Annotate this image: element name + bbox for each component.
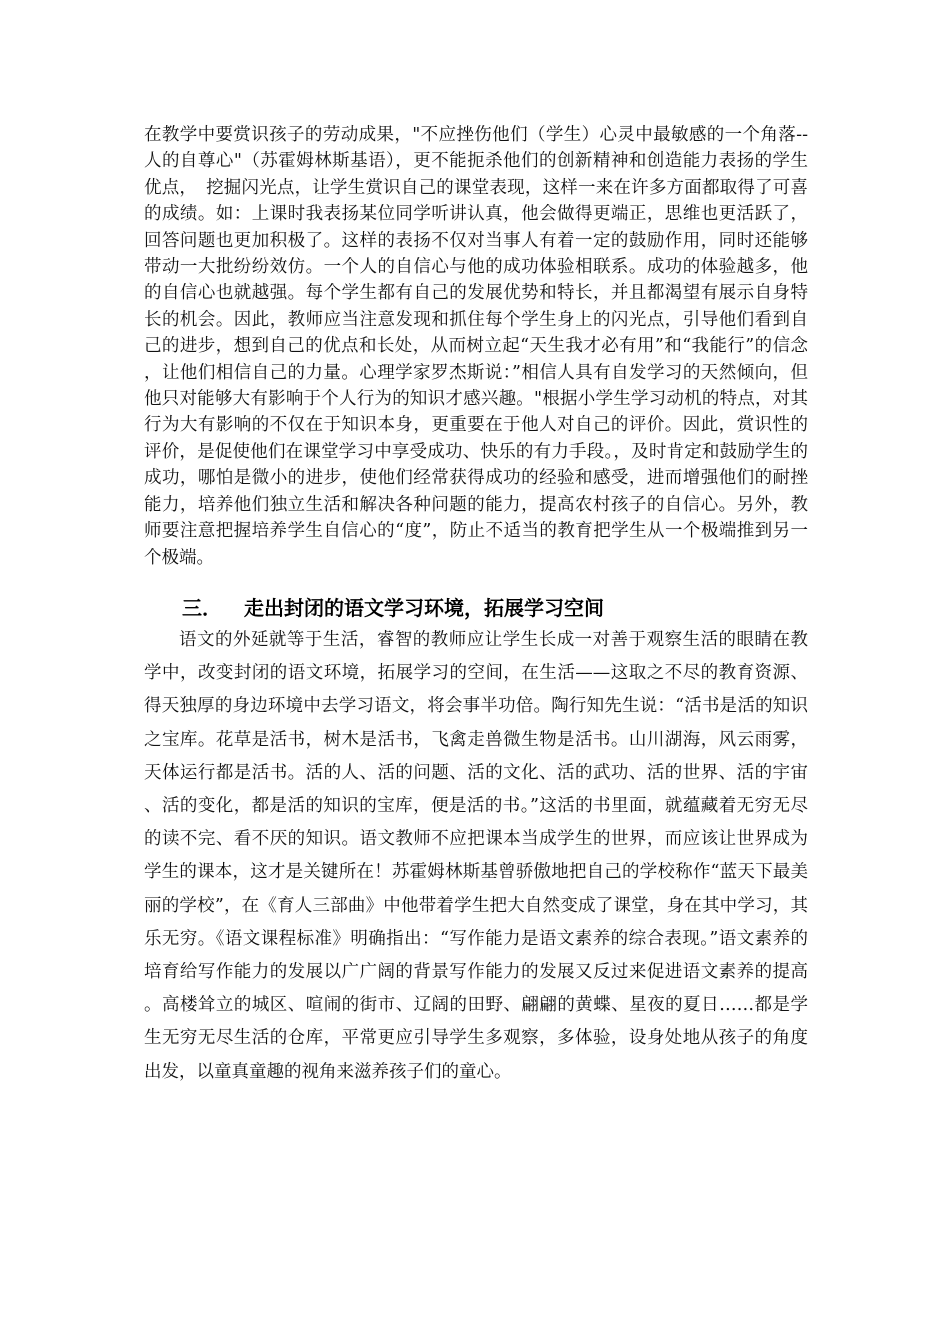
section-heading [182,594,822,622]
body-paragraph-appreciation: 在教学中要赏识孩子的劳动成果，"不应挫伤他们（学生）心灵中最敏感的一个角落--人的自尊心"（苏霍姆林斯基语），更不能扼杀他们的创新精神和创造能力表扬的学生优点， 挖掘闪光点，让学生赏识自己的课堂表现，这样一来在许多方面都取得了可喜的成绩。如：上课时我表扬某位同学听讲认真，他会做得更端正，思维也更活跃了，回答问题也更加积极了。这样的表扬不仅对当事人有着一定的鼓励作用，同时还能够带动一大批纷纷效仿。一个人的自信心与他的成功体验相联系。成功的体验越多，他的自信心也就越强。每个学生都有自己的发展优势和特长，并且都渴望有展示自身特长的机会。因此，教师应当注意发现和抓住每个学生身上的闪光点，引导他们看到自己的进步，想到自己的优点和长处，从而树立起“天生我才必有用”和“我能行”的信念，让他们相信自己的力量。心理学家罗杰斯说：”相信人具有自发学习的天然倾向，但他只对能够大有影响于个人行为的知识才感兴趣。"根据小学生学习动机的特点，对其行为大有影响的不仅在于知识本身，更重要在于他人对自己的评价。因此，赏识性的评价，是促使他们在课堂学习中享受成功、快乐的有力手段。，及时肯定和鼓励学生的成功，哪怕是微小的进步，使他们经常获得成功的经验和感受，进而增强他们的耐挫能力，培养他们独立生活和解决各种问题的能力，提高农村孩子的自信心。另外，教师要注意把握培养学生自信心的“度”，防止不适当的教育把学生从一个极端推到另一个极端。 [144,125,808,568]
body-paragraph-learning-environment: 语文的外延就等于生活，睿智的教师应让学生长成一对善于观察生活的眼睛在教学中，改变封闭的语文环境，拓展学习的空间，在生活——这取之不尽的教育资源、得天独厚的身边环境中去学习语文，将会事半功倍。陶行知先生说：“活书是活的知识之宝库。花草是活书，树木是活书，飞禽走兽微生物是活书。山川湖海，风云雨雾，天体运行都是活书。活的人、活的问题、活的文化、活的武功、活的世界、活的宇宙、活的变化，都是活的知识的宝库，便是活的书。”这活的书里面，就蕴藏着无穷无尽的读不完、看不厌的知识。语文教师不应把课本当成学生的世界，而应该让世界成为学生的课本，这才是关键所在！苏霍姆林斯基曾骄傲地把自己的学校称作“蓝天下最美丽的学校”，在《育人三部曲》中他带着学生把大自然变成了课堂，身在其中学习，其乐无穷。《语文课程标准》明确指出：“写作能力是语文素养的综合表现。”语文素养的培育给写作能力的发展以广广阔的背景写作能力的发展又反过来促进语文素养的提高。高楼耸立的城区、喧闹的街市、辽阔的田野、翩翩的黄蝶、星夜的夏日……都是学生无穷无尽生活的仓库，平常更应引导学生多观察，多体验，设身处地从孩子的角度出发，以童真童趣的视角来滋养孩子们的童心。 [144,630,808,1082]
section-title: 走出封闭的语文学习环境，拓展学习空间 [244,596,604,620]
section-number: 三． [182,596,222,620]
